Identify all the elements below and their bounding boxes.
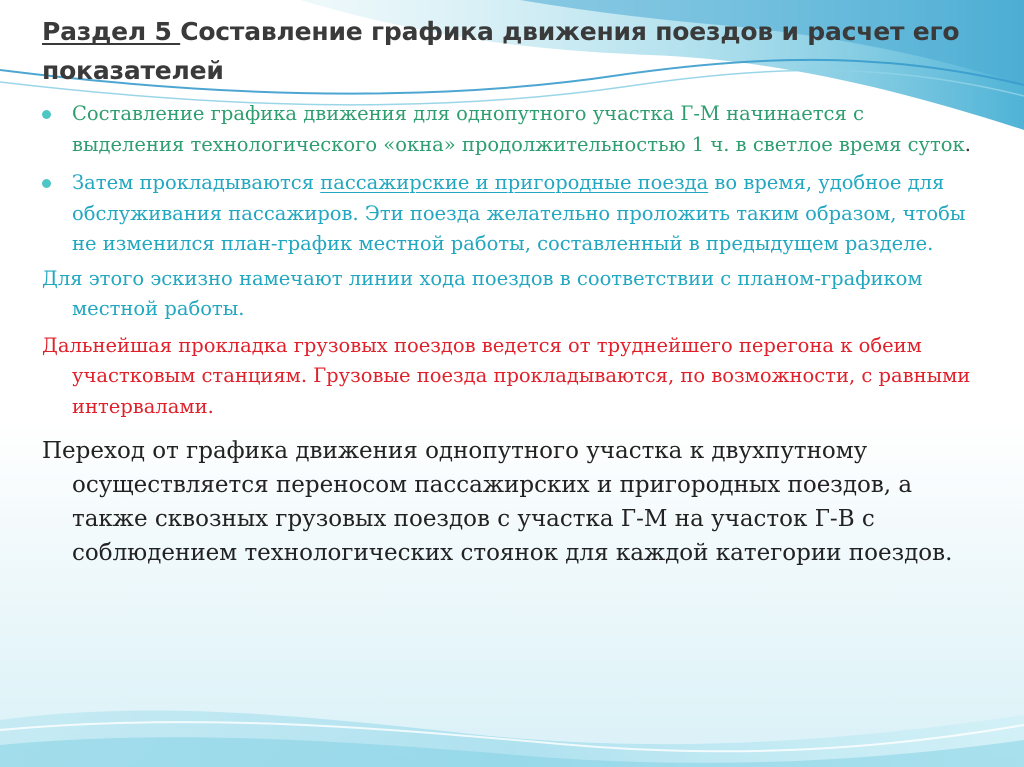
paragraph-black: Переход от графика движения однопутного участка к двухпутному осуществляется переносом пассажирских и пригородных поездов, а также сквозных грузовых поездов с участка Г-М на участок Г-В с соблюдением технологических стоянок для каждой категории поездов. [42,438,953,566]
bullet-1-period: . [964,132,971,156]
bullet-item-1 [42,99,972,160]
title-text: Составление графика движения поездов и расчет его показателей [42,17,960,85]
bullet-2-underlined-text: пассажирские и пригородные поезда [320,171,709,194]
bullet-1-text: Составление графика движения для однопутного участка Г-М начинается с выделения технологического «окна» продолжительностью 1 ч. в светлое время суток [72,102,965,156]
bullet-2-text-after: во время, удобное для обслуживания пассажиров. Эти поезда желательно проложить таким образом, чтобы не изменился план-график местной работы, составленный в предыдущем разделе. [72,171,966,255]
bullet-item-2 [42,168,972,260]
bullet-dot-icon [42,179,51,188]
bullet-2-text-before: Затем прокладываются [72,171,321,194]
section-number: Раздел 5 [42,17,181,46]
paragraph-red: Дальнейшая прокладка грузовых поездов ведется от труднейшего перегона к обеим участковым станциям. Грузовые поезда прокладываются, по возможности, с равными интервалами. [42,333,971,418]
slide-title [42,12,982,90]
bullet-dot-icon [42,110,51,119]
paragraph-blue: Для этого эскизно намечают линии хода поездов в соответствии с планом-графиком местной работы. [42,266,923,320]
slide-content [42,99,972,570]
